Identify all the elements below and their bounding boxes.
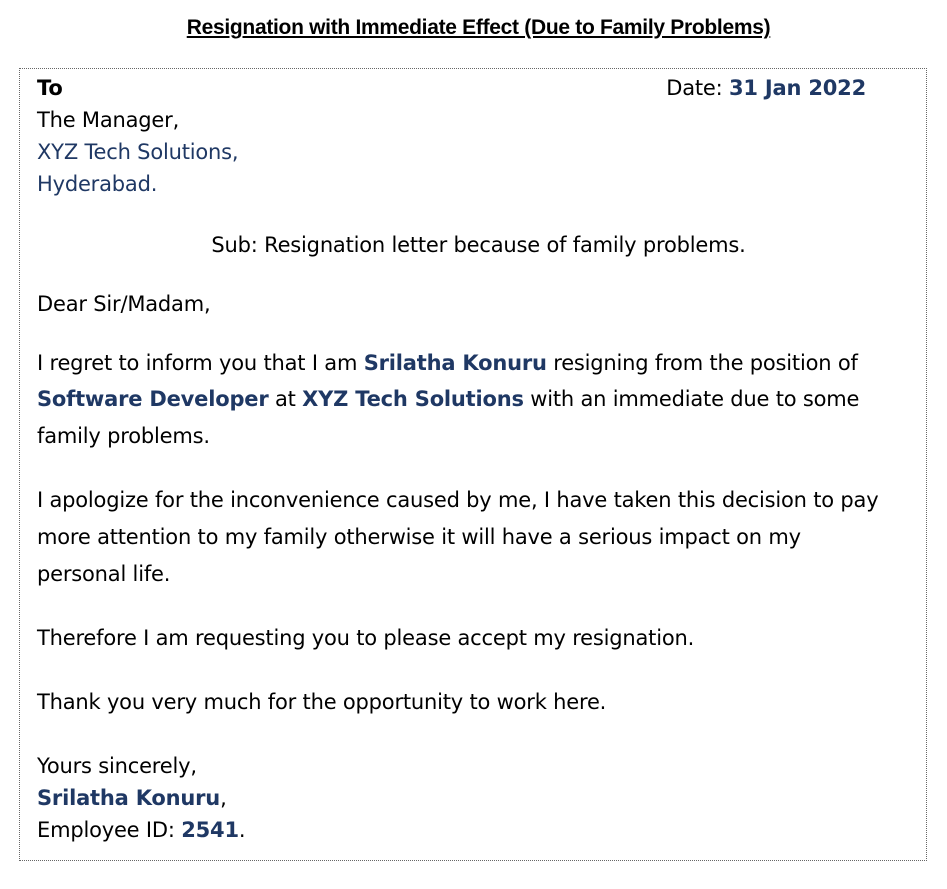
- signature-line: [37, 780, 227, 816]
- recipient-company: XYZ Tech Solutions,: [37, 140, 239, 164]
- employee-id-line: [37, 812, 245, 848]
- date-value: 31 Jan 2022: [728, 76, 866, 100]
- position-name: Software Developer: [37, 387, 269, 411]
- letter-date: [666, 70, 866, 106]
- paragraph-4: Thank you very much for the opportunity to work here.: [37, 690, 607, 714]
- employee-id-label: Employee ID:: [37, 818, 182, 842]
- paragraph-2-line-3: personal life.: [37, 562, 171, 586]
- paragraph-3: Therefore I am requesting you to please accept my resignation.: [37, 626, 695, 650]
- recipient-title: The Manager,: [37, 108, 180, 132]
- employee-name: Srilatha Konuru: [363, 351, 547, 375]
- paragraph-1-line-2: [37, 381, 859, 417]
- signature-name: Srilatha Konuru: [37, 786, 221, 810]
- employee-id-suffix: .: [238, 818, 246, 842]
- paragraph-1-text: I regret to inform you that I am: [37, 351, 364, 375]
- document-title: Resignation with Immediate Effect (Due to Family Problems): [186, 16, 771, 39]
- paragraph-1-text: with an immediate due to some: [523, 387, 860, 411]
- paragraph-1-text: at: [268, 387, 303, 411]
- paragraph-2-line-1: I apologize for the inconvenience caused by me, I have taken this decision to pay: [37, 488, 879, 512]
- signature-suffix: ,: [220, 786, 227, 810]
- employee-id-value: 2541: [181, 818, 239, 842]
- paragraph-1-text: resigning from the position of: [546, 351, 858, 375]
- subject-line: Sub: Resignation letter because of family problems.: [211, 233, 746, 257]
- company-name: XYZ Tech Solutions: [302, 387, 524, 411]
- to-label: To: [37, 76, 63, 100]
- salutation: Dear Sir/Madam,: [37, 292, 211, 316]
- date-label: Date:: [666, 76, 729, 100]
- paragraph-1-line-1: [37, 345, 858, 381]
- paragraph-2-line-2: more attention to my family otherwise it will have a serious impact on my: [37, 525, 801, 549]
- recipient-city: Hyderabad.: [37, 172, 158, 196]
- paragraph-1-line-3: family problems.: [37, 424, 210, 448]
- valediction: Yours sincerely,: [37, 754, 197, 778]
